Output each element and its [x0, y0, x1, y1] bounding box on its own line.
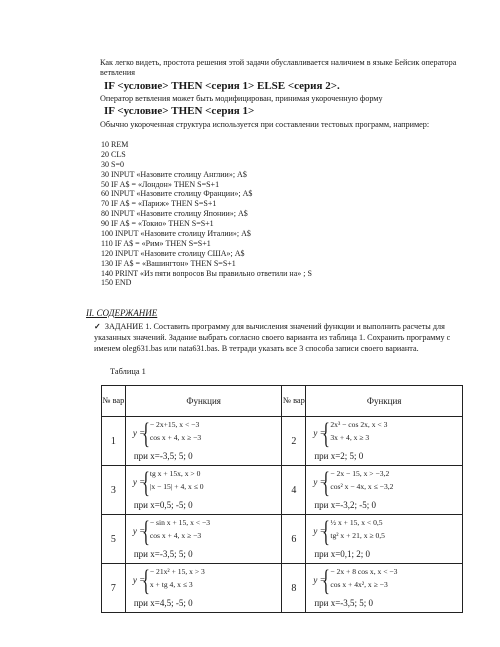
function-symbol: y =	[313, 477, 326, 487]
table-header-row	[102, 386, 463, 417]
variants-table	[101, 385, 463, 613]
table-row	[102, 466, 463, 515]
brace-icon: {	[141, 564, 150, 597]
code-line: 100 INPUT «Назовите столицу Италии»; A$	[101, 229, 251, 239]
branch-form-full: IF <условие> THEN <серия 1> ELSE <серия 2>.	[104, 80, 340, 92]
brace-icon: {	[322, 417, 331, 450]
function-cell	[306, 515, 463, 564]
function-case-2: cos x + 4x², x ≥ −3	[330, 580, 388, 589]
evaluation-points: при x=4,5; -5; 0	[133, 598, 193, 608]
checkmark-icon: ✓	[94, 322, 101, 331]
task-paragraph	[94, 321, 466, 354]
function-case-2: tg² x + 21, x ≥ 0,5	[330, 531, 385, 540]
function-case-2: 3x + 4, x ≥ 3	[330, 433, 370, 442]
function-case-2: x + tg 4, x ≤ 3	[149, 580, 193, 589]
brace-icon: {	[141, 466, 150, 499]
function-cell	[306, 466, 463, 515]
function-cell	[125, 515, 282, 564]
evaluation-points: при x=0,1; 2; 0	[314, 549, 371, 559]
intro-paragraph-1: Как легко видеть, простота решения этой задачи обуславливается наличием в языке Бейсик оператора ветвления	[100, 58, 457, 77]
evaluation-points: при x=2; 5; 0	[314, 451, 364, 461]
code-line: 10 REM	[101, 140, 129, 149]
function-symbol: y =	[313, 428, 326, 438]
variant-number: 1	[102, 417, 126, 466]
variant-number: 5	[102, 515, 126, 564]
variant-number: 3	[102, 466, 126, 515]
function-case-1: − 21x² + 15, x > 3	[149, 567, 205, 576]
function-symbol: y =	[132, 575, 146, 585]
code-line: 140 PRINT «Из пяти вопросов Вы правильно ответили на» ; S	[101, 268, 312, 278]
brace-icon: {	[322, 515, 331, 548]
section-heading: II. СОДЕРЖАНИЕ	[86, 308, 158, 318]
function-case-2: cos x + 4, x ≥ −3	[149, 531, 202, 540]
branch-form-short: IF <условие> THEN <серия 1>	[104, 105, 255, 117]
brace-icon: {	[322, 564, 331, 597]
code-line: 20 CLS	[101, 149, 126, 159]
table-title: Таблица 1	[110, 367, 146, 376]
code-line: 30 INPUT «Назовите столицу Англии»; A$	[101, 169, 247, 179]
evaluation-points: при x=0,5; -5; 0	[133, 500, 193, 510]
function-case-1: ½ x + 15, x < 0,5	[330, 518, 383, 527]
header-variant-number: № вар	[102, 386, 126, 417]
brace-icon: {	[141, 515, 150, 548]
function-cell	[125, 466, 282, 515]
code-line: 60 INPUT «Назовите столицу Франции»; A$	[101, 189, 253, 199]
function-case-1: − 2x+15, x < −3	[149, 420, 200, 429]
function-case-2: |x − 15| + 4, x ≤ 0	[149, 482, 204, 491]
evaluation-points: при x=-3,2; -5; 0	[314, 500, 377, 510]
function-case-2: cos² x − 4x, x ≤ −3,2	[330, 482, 394, 491]
evaluation-points: при x=-3,5; 5; 0	[133, 549, 193, 559]
brace-icon: {	[141, 417, 150, 450]
variant-number: 4	[282, 466, 306, 515]
function-cell	[306, 417, 463, 466]
evaluation-points: при x=-3,5; 5; 0	[314, 598, 374, 608]
function-symbol: y =	[132, 477, 146, 487]
function-case-2: cos x + 4, x ≥ −3	[149, 433, 202, 442]
header-variant-number: № вар	[282, 386, 306, 417]
function-cell	[306, 564, 463, 613]
brace-icon: {	[322, 466, 331, 499]
function-symbol: y =	[132, 428, 146, 438]
variant-number: 8	[282, 564, 306, 613]
function-symbol: y =	[132, 526, 146, 536]
function-cell	[125, 564, 282, 613]
function-symbol: y =	[313, 526, 326, 536]
code-line: 70 IF A$ = «Париж» THEN S=S+1	[101, 199, 217, 209]
code-line: 30 S=0	[101, 159, 124, 169]
function-symbol: y =	[313, 575, 326, 585]
code-line: 80 INPUT «Назовите столицу Японии»; A$	[101, 209, 248, 219]
variant-number: 6	[282, 515, 306, 564]
variant-number: 2	[282, 417, 306, 466]
table-row	[102, 515, 463, 564]
code-line: 50 IF A$ = «Лондон» THEN S=S+1	[101, 179, 220, 189]
intro-paragraph-3: Обычно укороченная структура используется при составлении тестовых программ, например:	[100, 120, 430, 129]
function-cell	[125, 417, 282, 466]
code-line: 130 IF A$ = «Вашингтон» THEN S=S+1	[101, 258, 236, 268]
function-case-1: − sin x + 15, x < −3	[149, 518, 211, 527]
table-row	[102, 417, 463, 466]
intro-paragraph-2: Оператор ветвления может быть модифицирован, принимая укороченную форму	[100, 94, 383, 103]
evaluation-points: при x=-3,5; 5; 0	[133, 451, 193, 461]
code-line: 110 IF A$ = «Рим» THEN S=S+1	[101, 238, 211, 248]
table-row	[102, 564, 463, 613]
function-case-1: tg x + 15x, x > 0	[149, 469, 201, 478]
code-line: 120 INPUT «Назовите столицу США»; A$	[101, 248, 245, 258]
code-line: 90 IF A$ = «Токио» THEN S=S+1	[101, 219, 214, 229]
variant-number: 7	[102, 564, 126, 613]
header-function: Функция	[306, 386, 463, 417]
header-function: Функция	[125, 386, 282, 417]
function-case-1: 2x³ − cos 2x, x < 3	[330, 420, 388, 429]
code-listing	[101, 140, 312, 288]
task-text: ЗАДАНИЕ 1. Составить программу для вычисления значений функции и выполнить расчеты для указанных значений. Задание выбрать согласно своего варианта из таблица 1. Сохранить программу с именем oleg631.bas или nata631.bas. В тетради указать все 3 способа записи своего варианта.	[94, 322, 451, 353]
function-case-1: − 2x + 8 cos x, x < −3	[330, 567, 398, 576]
code-line: 150 END	[101, 278, 132, 288]
function-case-1: − 2x − 15, x > −3,2	[330, 469, 390, 478]
